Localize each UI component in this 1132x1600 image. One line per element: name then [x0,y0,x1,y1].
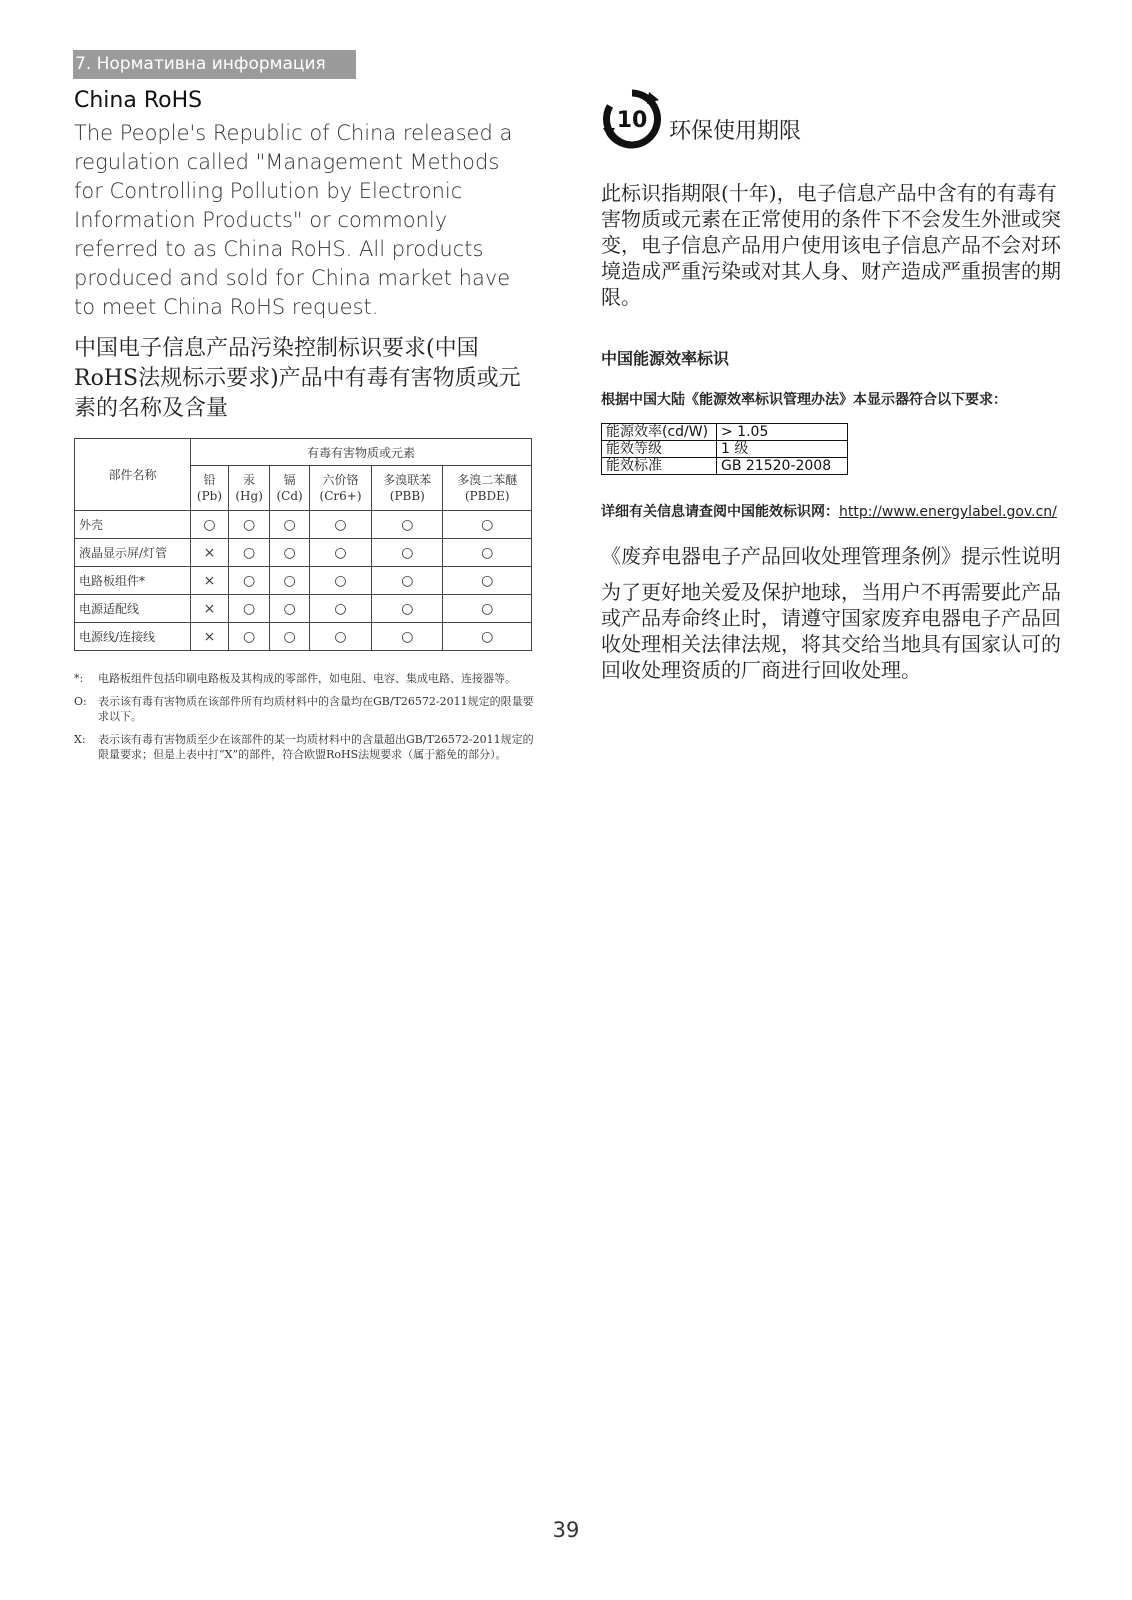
table-cell: ○ [309,595,371,623]
table-cell: × [191,539,229,567]
table-row [75,567,532,595]
energy-label-info-line [601,501,1061,521]
table-cell: ○ [228,623,269,651]
energy-value-cell: 1 级 [717,441,848,458]
china-rohs-intro: The People's Republic of China released a regulation called "Management Methods for Controlling Pollution by Electronic Information Products" or commonly referred to as China RoHS. All products produced and sold for China market have to meet China RoHS request. [74,121,513,319]
table-cell: ○ [228,595,269,623]
table-row [75,539,532,567]
energy-label-cell: 能效等级 [602,441,717,458]
energy-value-cell: GB 21520-2008 [717,458,848,475]
part-name-cell: 电源线/连接线 [75,623,191,651]
part-name-cell: 电源适配线 [75,595,191,623]
energy-label-subtitle: 根据中国大陆《能源效率标识管理办法》本显示器符合以下要求： [601,392,1007,408]
note-mark: O: [74,695,87,708]
table-cell: ○ [443,511,532,539]
substance-header: 汞 (Hg) [228,466,269,511]
note-text: 电路板组件包括印刷电路板及其构成的零部件，如电阻、电容、集成电路、连接器等。 [98,672,516,685]
part-name-cell: 外壳 [75,511,191,539]
weee-heading: 《废弃电器电子产品回收处理管理条例》提示性说明 [601,544,1061,568]
eco-label-row [601,88,1061,150]
part-name-cell: 液晶显示屏/灯管 [75,539,191,567]
table-cell: ○ [228,511,269,539]
table-cell: ○ [372,567,443,595]
substance-header: 铅 (Pb) [191,466,229,511]
table-row [602,458,848,475]
weee-paragraph: 为了更好地关爱及保护地球，当用户不再需要此产品或产品寿命终止时，请遵守国家废弃电器电子产品回收处理相关法律法规，将其交给当地具有国家认可的回收处理资质的厂商进行回收处理。 [601,580,1061,682]
note-text: 表示该有毒有害物质在该部件所有均质材料中的含量均在GB/T26572-2011规定的限量要求以下。 [98,695,534,723]
hazardous-substances-heading: 中国电子信息产品污染控制标识要求(中国RoHS法规标示要求)产品中有毒有害物质或元素的名称及含量 [74,336,521,421]
china-rohs-title: China RoHS [74,88,203,113]
right-column [601,88,1061,683]
table-cell: ○ [270,595,310,623]
left-column [74,88,534,770]
substance-header: 镉 (Cd) [270,466,310,511]
table-cell: ○ [443,539,532,567]
svg-text:10: 10 [616,108,648,133]
table-cell: ○ [309,623,371,651]
table-cell: × [191,567,229,595]
table-cell: ○ [228,539,269,567]
substance-header: 多溴二苯醚 (PBDE) [443,466,532,511]
table-cell: ○ [443,595,532,623]
note-item [74,732,534,762]
table-cell: ○ [309,511,371,539]
note-item [74,694,534,724]
table-cell: ○ [372,539,443,567]
table-cell: ○ [443,567,532,595]
hazardous-substances-table [74,438,532,651]
table-notes [74,671,534,762]
table-cell: ○ [372,595,443,623]
page-number: 39 [552,1518,580,1542]
table-cell: ○ [270,539,310,567]
table-cell: ○ [228,567,269,595]
table-cell: ○ [270,511,310,539]
table-cell: ○ [191,511,229,539]
part-name-cell: 电路板组件* [75,567,191,595]
eco-period-paragraph: 此标识指期限(十年)，电子信息产品中含有的有毒有害物质或元素在正常使用的条件下不会发生外泄或突变，电子信息产品用户使用该电子信息产品不会对环境造成严重污染或对其人身、财产造成严重损害的期限。 [601,181,1061,309]
table-row [602,441,848,458]
table-cell: ○ [443,623,532,651]
substance-header: 六价铬 (Cr6+) [309,466,371,511]
note-mark: X: [74,733,86,746]
table-row [75,623,532,651]
table-cell: ○ [270,567,310,595]
table-cell: ○ [372,623,443,651]
note-text: 表示该有毒有害物质至少在该部件的某一均质材料中的含量超出GB/T26572-2011规定的限量要求；但是上表中打“X”的部件，符合欧盟RoHS法规要求（属于豁免的部分）。 [98,733,534,761]
substances-group-header: 有毒有害物质或元素 [191,439,532,466]
table-row [75,595,532,623]
table-row [602,424,848,441]
part-name-header: 部件名称 [75,439,191,511]
table-cell: ○ [309,567,371,595]
table-cell: ○ [372,511,443,539]
note-item [74,671,534,686]
energy-label-title: 中国能源效率标识 [601,349,730,368]
energy-value-cell: > 1.05 [717,424,848,441]
recycle-10-years-icon [601,88,663,150]
section-tab: 7. Нормативна информация [73,50,356,79]
energy-efficiency-table [601,423,848,475]
table-cell: × [191,595,229,623]
energy-label-cell: 能效标准 [602,458,717,475]
energy-link-prefix: 详细有关信息请查阅中国能效标识网： [601,504,839,520]
energy-label-cell: 能源效率(cd/W) [602,424,717,441]
table-row [75,511,532,539]
eco-period-label: 环保使用期限 [669,118,802,144]
table-cell: ○ [270,623,310,651]
table-cell: × [191,623,229,651]
substance-header: 多溴联苯 (PBB) [372,466,443,511]
table-cell: ○ [309,539,371,567]
energy-label-link[interactable]: http://www.energylabel.gov.cn/ [839,504,1057,520]
note-mark: *: [74,672,84,685]
